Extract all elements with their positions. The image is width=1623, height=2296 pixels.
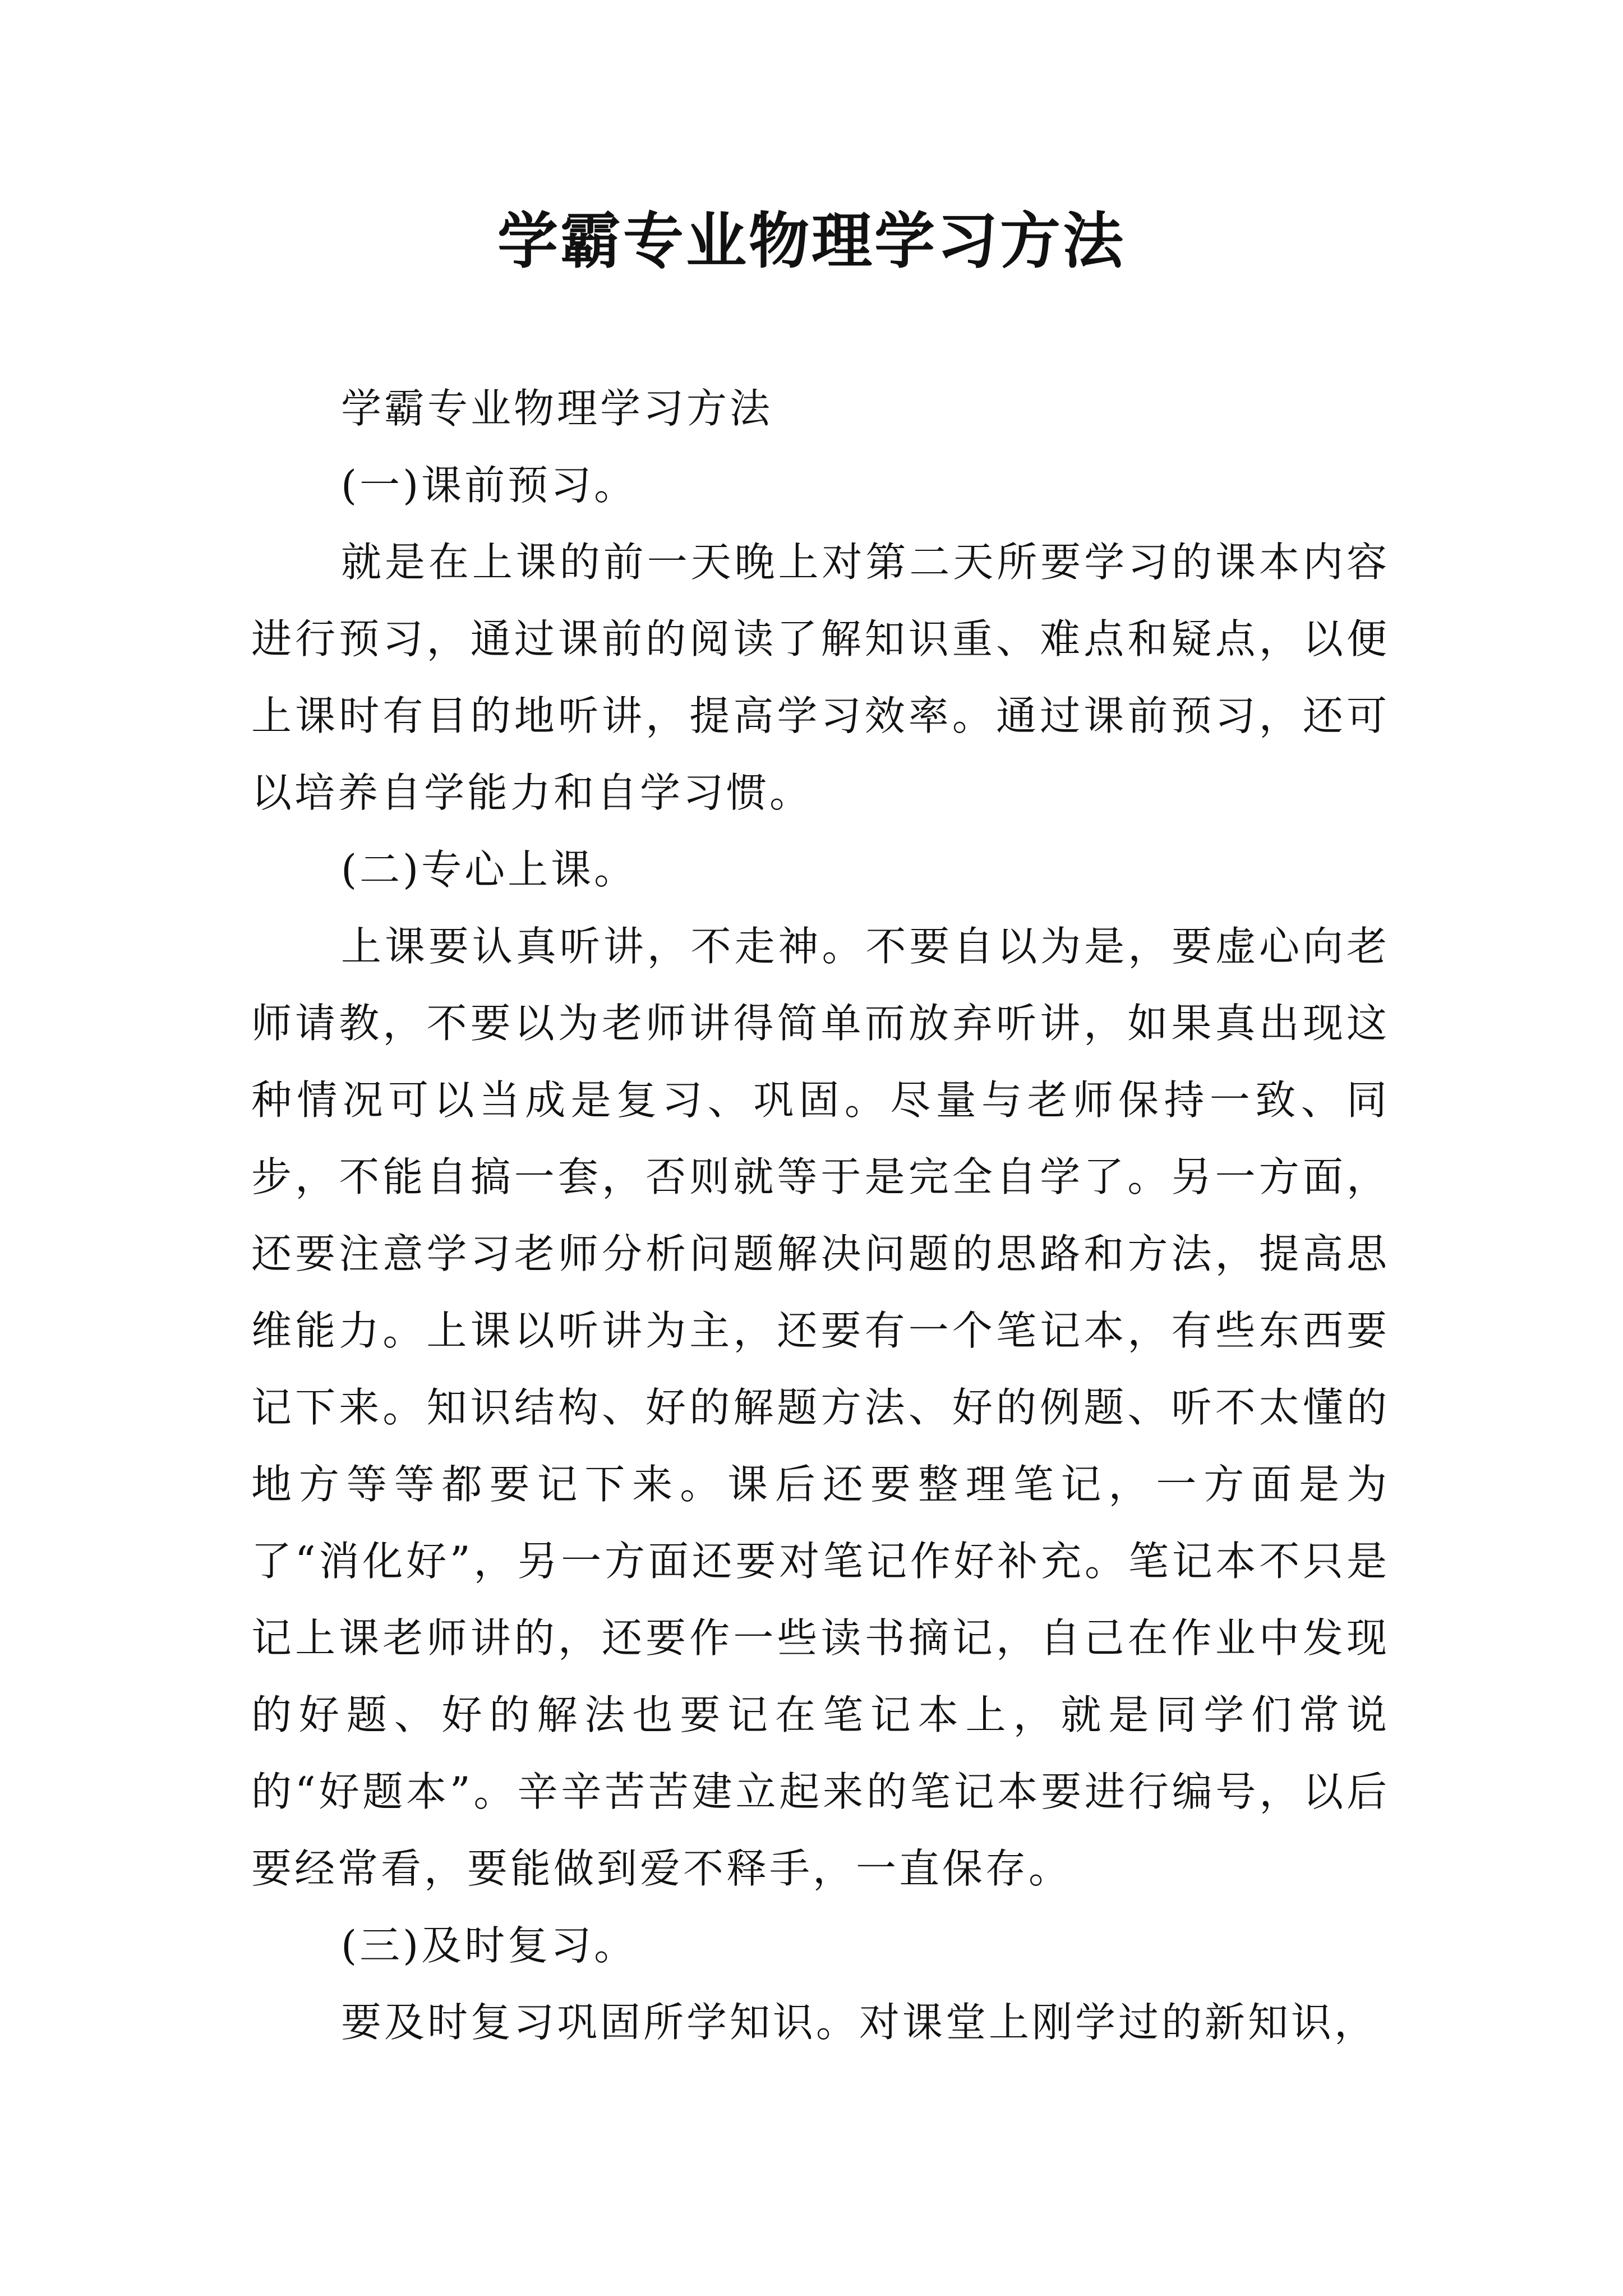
paragraph-subtitle: 学霸专业物理学习方法	[341, 385, 773, 432]
paragraph-review: 要及时复习巩固所学知识。对课堂上刚学过的新知识，	[341, 1999, 1378, 2046]
section-heading-review: (三)及时复习。	[341, 1922, 638, 1969]
section-heading-preview: (一)课前预习。	[341, 462, 638, 509]
document-body	[251, 370, 1390, 2061]
paragraph-preview: 就是在上课的前一天晚上对第二天所要学习的课本内容进行预习，通过课前的阅读了解知识重、难点和疑点，以便上课时有目的地听讲，提高学习效率。通过课前预习，还可以培养自学能力和自学习惯。	[251, 539, 1390, 816]
section-heading-focus: (二)专心上课。	[341, 846, 638, 893]
paragraph-focus: 上课要认真听讲，不走神。不要自以为是，要虚心向老师请教，不要以为老师讲得简单而放弃听讲，如果真出现这种情况可以当成是复习、巩固。尽量与老师保持一致、同步，不能自搞一套，否则就等于是完全自学了。另一方面，还要注意学习老师分析问题解决问题的思路和方法，提高思维能力。上课以听讲为主，还要有一个笔记本，有些东西要记下来。知识结构、好的解题方法、好的例题、听不太懂的地方等等都要记下来。课后还要整理笔记，一方面是为了“消化好”，另一方面还要对笔记作好补充。笔记本不只是记上课老师讲的，还要作一些读书摘记，自己在作业中发现的好题、好的解法也要记在笔记本上，就是同学们常说的“好题本”。辛辛苦苦建立起来的笔记本要进行编号，以后要经常看，要能做到爱不释手，一直保存。	[251, 923, 1390, 1892]
document-title: 学霸专业物理学习方法	[497, 206, 1126, 277]
